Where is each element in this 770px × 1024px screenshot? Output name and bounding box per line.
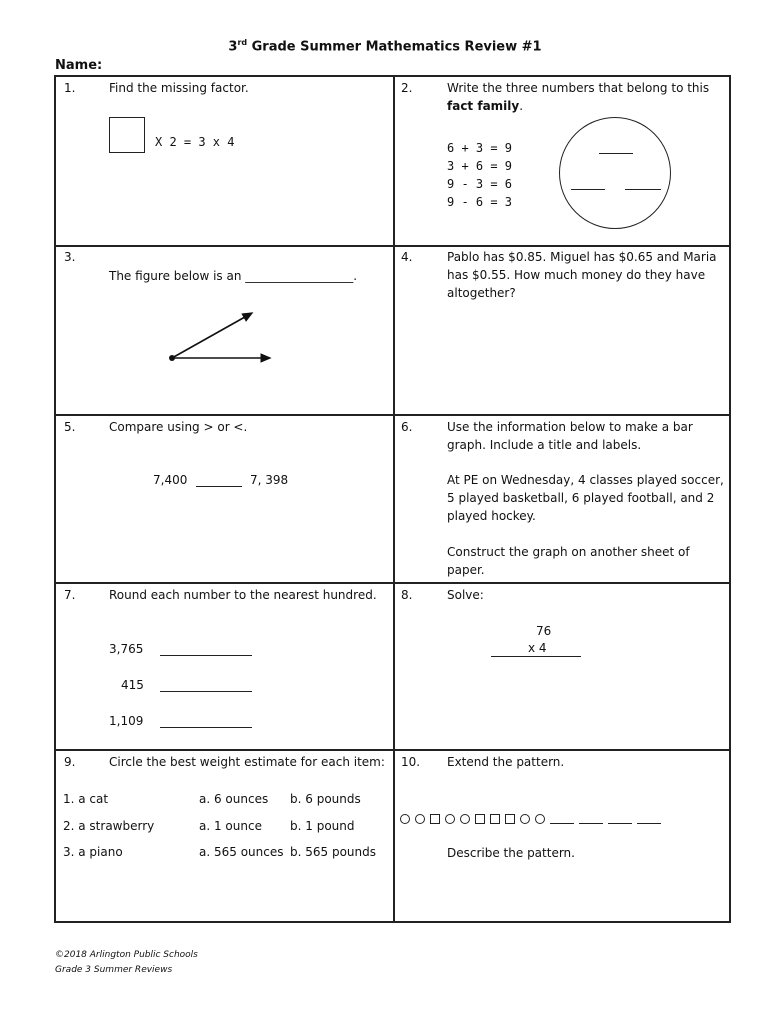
choice-a[interactable]: a. 6 ounces	[199, 792, 269, 806]
question-3	[56, 247, 393, 414]
question-number: 1.	[64, 81, 76, 95]
footer-copyright: ©2018 Arlington Public Schools	[55, 950, 198, 960]
answer-line	[491, 656, 581, 657]
square-shape	[430, 814, 440, 824]
choice-b[interactable]: b. 565 pounds	[290, 845, 377, 859]
question-prompt: Use the information below to make a bar	[447, 420, 693, 434]
fact-family-circle	[559, 117, 671, 229]
question-number: 8.	[401, 588, 413, 602]
weight-item: 3. a piano	[63, 845, 123, 859]
multiplicand: 76	[536, 624, 552, 638]
answer-blank[interactable]	[160, 727, 252, 728]
question-info: played hockey.	[447, 509, 536, 523]
circle-shape	[460, 814, 470, 824]
answer-blank[interactable]	[599, 153, 633, 154]
question-info: At PE on Wednesday, 4 classes played soccer,	[447, 473, 724, 487]
answer-blank[interactable]	[160, 655, 252, 656]
choice-a[interactable]: a. 565 ounces	[199, 845, 284, 859]
question-4	[395, 247, 731, 414]
question-prompt: Pablo has $0.85. Miguel has $0.65 and Maria	[447, 250, 717, 264]
question-number: 10.	[401, 755, 421, 769]
question-number: 2.	[401, 81, 413, 95]
fact-equation: 3 + 6 = 9	[447, 159, 513, 173]
answer-blank[interactable]	[625, 189, 661, 190]
choice-b[interactable]: b. 1 pound	[290, 819, 355, 833]
circle-shape	[535, 814, 545, 824]
name-label: Name:	[55, 58, 103, 73]
question-prompt: The figure below is an __________________.	[109, 269, 358, 283]
circle-shape	[445, 814, 455, 824]
question-grid	[54, 75, 731, 923]
title-prefix: 3	[228, 39, 238, 55]
circle-shape	[400, 814, 410, 824]
question-prompt: Circle the best weight estimate for each item:	[109, 755, 385, 769]
question-5	[56, 416, 393, 582]
choice-a[interactable]: a. 1 ounce	[199, 819, 262, 833]
compare-right-value: 7, 398	[250, 473, 289, 487]
circle-shape	[520, 814, 530, 824]
question-prompt: Round each number to the nearest hundred.	[109, 588, 377, 602]
fact-equation: 9 - 3 = 6	[447, 177, 513, 191]
shape-pattern	[400, 814, 661, 824]
circle-shape	[415, 814, 425, 824]
pattern-answer-blank[interactable]	[637, 823, 661, 824]
question-prompt: Write the three numbers that belong to this	[447, 81, 710, 95]
question-2	[395, 77, 731, 245]
ray-upper	[172, 313, 252, 358]
question-7	[56, 584, 393, 749]
question-prompt: altogether?	[447, 286, 516, 300]
compare-left-value: 7,400	[153, 473, 188, 487]
weight-item: 1. a cat	[63, 792, 109, 806]
compare-blank[interactable]	[196, 486, 242, 487]
square-shape	[490, 814, 500, 824]
title-superscript: rd	[237, 38, 248, 47]
pattern-answer-blank[interactable]	[608, 823, 632, 824]
answer-box[interactable]	[109, 117, 145, 153]
question-prompt-line2	[447, 97, 523, 115]
round-item: 3,765	[109, 642, 144, 656]
pattern-answer-blank[interactable]	[579, 823, 603, 824]
fact-family-term: fact family	[447, 99, 520, 113]
choice-b[interactable]: b. 6 pounds	[290, 792, 361, 806]
question-prompt: Extend the pattern.	[447, 755, 565, 769]
footer-subtitle: Grade 3 Summer Reviews	[55, 965, 173, 975]
question-prompt: Solve:	[447, 588, 484, 602]
question-8	[395, 584, 731, 749]
question-number: 4.	[401, 250, 413, 264]
pattern-answer-blank[interactable]	[550, 823, 574, 824]
answer-blank[interactable]	[160, 691, 252, 692]
question-prompt: Compare using > or <.	[109, 420, 248, 434]
question-6	[395, 416, 731, 582]
question-9	[56, 751, 393, 921]
question-prompt: has $0.55. How much money do they have	[447, 268, 706, 282]
question-number: 7.	[64, 588, 76, 602]
question-10	[395, 751, 731, 921]
square-shape	[475, 814, 485, 824]
fact-equation: 6 + 3 = 9	[447, 141, 513, 155]
question-1	[56, 77, 393, 245]
question-number: 5.	[64, 420, 76, 434]
angle-figure	[156, 302, 286, 372]
prompt-end: .	[519, 99, 524, 113]
question-prompt: graph. Include a title and labels.	[447, 438, 642, 452]
question-info: 5 played basketball, 6 played football, and 2	[447, 491, 715, 505]
equation: X 2 = 3 x 4	[155, 135, 235, 149]
describe-prompt: Describe the pattern.	[447, 846, 575, 860]
title-rest: Grade Summer Mathematics Review #1	[247, 39, 542, 55]
weight-item: 2. a strawberry	[63, 819, 155, 833]
question-number: 9.	[64, 755, 76, 769]
answer-blank[interactable]	[571, 189, 605, 190]
question-prompt: Find the missing factor.	[109, 81, 249, 95]
question-number: 6.	[401, 420, 413, 434]
page-title	[0, 38, 770, 54]
question-instruction: Construct the graph on another sheet of paper.	[447, 545, 690, 577]
multiplier: x 4	[528, 641, 547, 655]
square-shape	[505, 814, 515, 824]
fact-equation: 9 - 6 = 3	[447, 195, 513, 209]
question-number: 3.	[64, 250, 76, 264]
round-item: 1,109	[109, 714, 144, 728]
round-item: 415	[121, 678, 144, 692]
